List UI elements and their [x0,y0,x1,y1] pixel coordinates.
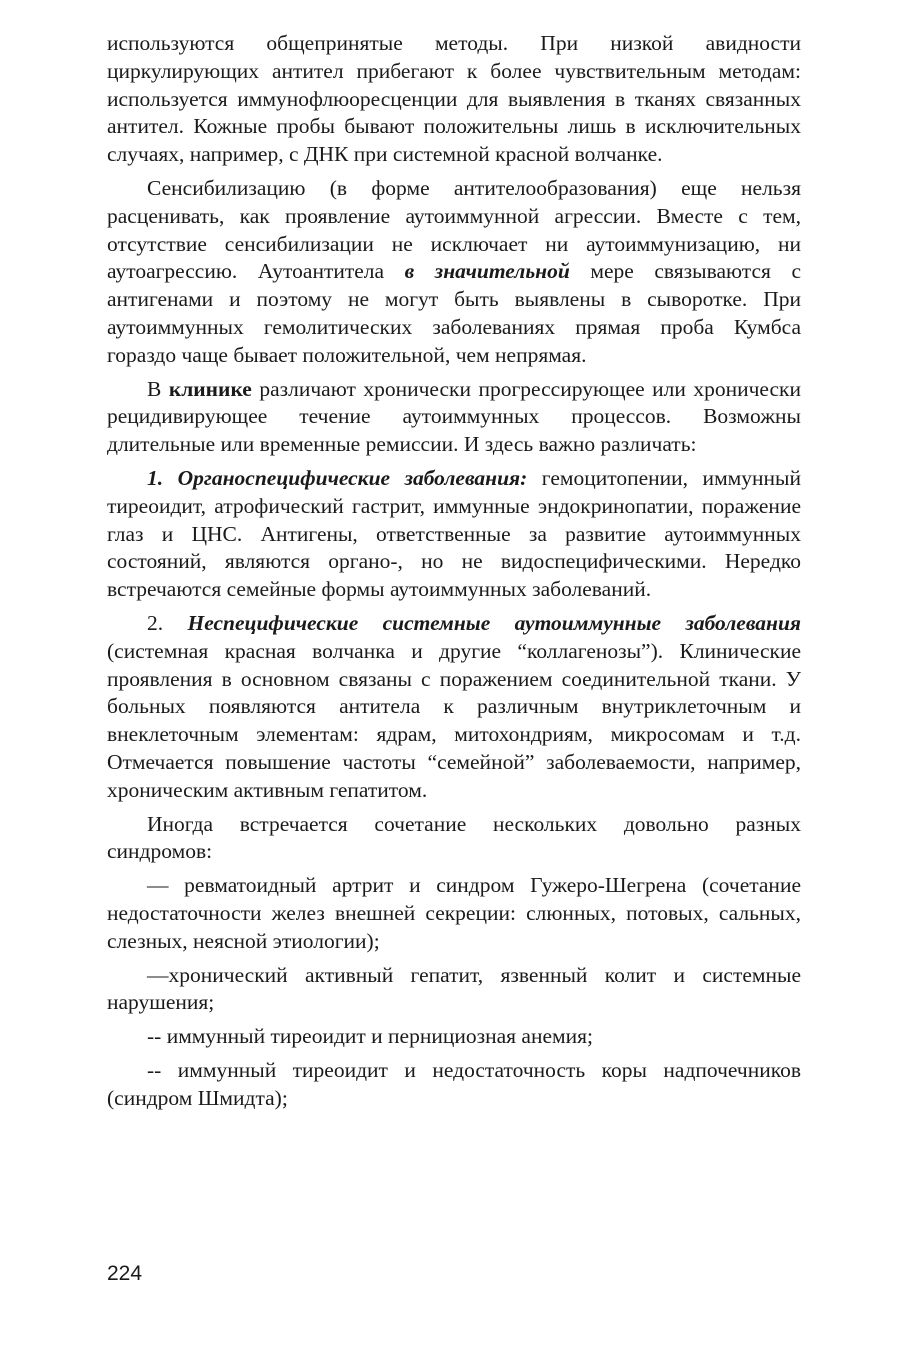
paragraph-text: В [147,376,169,401]
list-item: —хронический активный гепатит, язвенный колит и системные нарушения; [107,962,801,1015]
emphasis-text: 1. Органоспецифические заболевания: [147,465,528,490]
paragraph-text: (системная красная волчанка и другие “коллагенозы”). Клинические проявления в основном связаны с поражением соединительной ткани. У больных появляются антитела к различным внутриклеточным и внеклеточным элементам: ядрам, митохондриям, микросомам и т.д. Отмечается повышение частоты “семейной” заболеваемости, например, хроническим активным гепатитом. [107,638,801,802]
paragraph-combination: Иногда встречается сочетание нескольких довольно разных синдромов: [107,811,801,864]
list-item: -- иммунный тиреоидит и недостаточность коры надпочечников (синдром Шмидта); [107,1057,801,1110]
page-number: 224 [107,1262,143,1285]
emphasis-text: клинике [168,376,252,401]
paragraph-nonspecific [107,610,801,805]
paragraph-sensitization [107,175,801,370]
paragraph-text: 2. [147,610,188,635]
list-item: — ревматоидный артрит и синдром Гужеро-Шегрена (сочетание недостаточности желез внешней секреции: слюнных, потовых, сальных, слезных, неясной этиологии); [107,873,801,953]
paragraph-text: гемоцитопении, иммунный тиреоидит, атрофический гастрит, иммунные эндокринопатии, поражение глаз и ЦНС. Антигены, ответственные за развитие аутоиммунных состояний, являются органо-, но не видоспецифическими. Нередко встречаются семейные формы аутоиммунных заболеваний. [107,465,801,602]
paragraph-continuation: используются общепринятые методы. При низкой авидности циркулирующих антител прибегают к более чувствительным методам: используется иммунофлюоресценции для выявления в тканях связанных антител. Кожные пробы бывают положительны лишь в исключительных случаях, например, с ДНК при системной красной волчанке. [107,31,801,167]
paragraph-text: различают хронически прогрессирующее или хронически рецидивирующее течение аутоиммунных процессов. Возможны длительные или временные ремиссии. И здесь важно различать: [107,376,802,457]
emphasis-text: Неспецифические системные аутоиммунные заболевания [187,610,801,635]
paragraph-text: мере связываются с антигенами и поэтому не могут быть выявлены в сыворотке. При аутоиммунных гемолитических заболеваниях прямая проба Кумбса гораздо чаще бывает положительной, чем непрямая. [107,259,801,367]
emphasis-text: в значительной [404,259,570,284]
list-item: -- иммунный тиреоидит и пернициозная анемия; [147,1024,593,1049]
paragraph-text: Сенсибилизацию (в форме антителообразования) еще нельзя расценивать, как проявление аутоиммунной агрессии. Вместе с тем, отсутствие сенсибилизации не исключает ни аутоиммунизацию, ни аутоагрессию. Аутоантитела [107,175,801,284]
paragraph-organ-specific [107,465,801,604]
page-body [107,30,801,1118]
paragraph-clinic [107,376,801,459]
